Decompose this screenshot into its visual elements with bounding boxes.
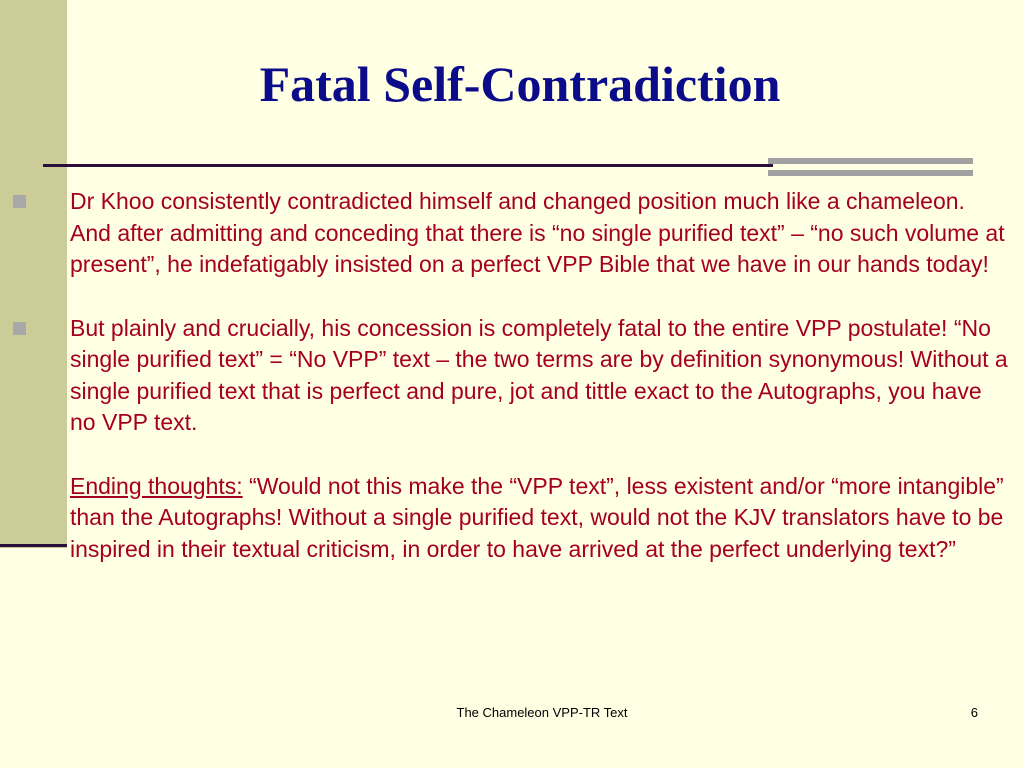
closing-paragraph	[0, 471, 1010, 566]
bullet-item	[0, 313, 1010, 439]
footer-title: The Chameleon VPP-TR Text	[456, 705, 628, 720]
title-accent-bar	[768, 158, 973, 164]
slide-title: Fatal Self-Contradiction	[259, 56, 781, 112]
bullet-item	[0, 186, 1010, 281]
closing-lead: Ending thoughts:	[70, 472, 243, 499]
page-number: 6	[970, 705, 978, 720]
bullet-text: But plainly and crucially, his concession is completely fatal to the entire VPP postulate! “No single purified text” = “No VPP” text – the two terms are by definition synonymous! Without a single purified text that is perfect and pure, jot and tittle exact to the Autographs, you have no VPP text.	[70, 314, 1008, 435]
slide-body	[0, 186, 1024, 597]
bullet-text: Dr Khoo consistently contradicted himself and changed position much like a chameleon. And after admitting and conceding that there is “no single purified text” – “no such volume at present”, he indefatigably insisted on a perfect VPP Bible that we have in our hands today!	[70, 188, 1005, 277]
closing-text: “Would not this make the “VPP text”, less existent and/or “more intangible” than the Autographs! Without a single purified text, would not the KJV translators have to be inspired in their textual criticism, in order to have arrived at the perfect underlying text?”	[70, 472, 1004, 562]
title-divider	[43, 164, 773, 167]
square-bullet-icon	[13, 322, 26, 335]
square-bullet-icon	[13, 195, 26, 208]
title-accent-bar	[768, 170, 973, 176]
